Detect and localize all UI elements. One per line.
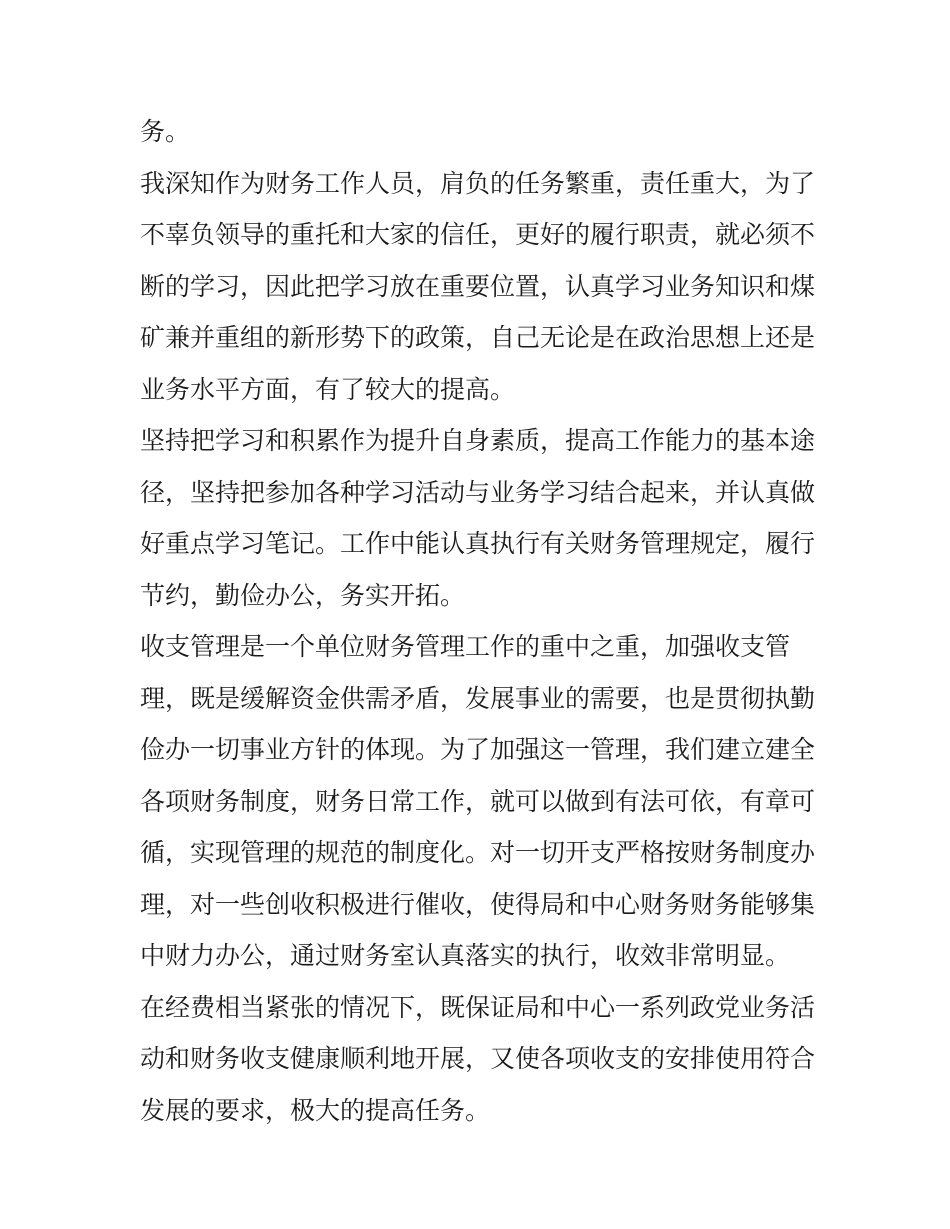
text-line: 矿兼并重组的新形势下的政策，自己无论是在政治思想上还是 <box>140 323 816 352</box>
text-line: 径，坚持把参加各种学习活动与业务学习结合起来，并认真做 <box>140 477 816 507</box>
text-line: 断的学习，因此把学习放在重要位置，认真学习业务知识和煤 <box>140 271 816 301</box>
text-line: 业务水平方面，有了较大的提高。 <box>140 374 516 404</box>
text-line: 俭办一切事业方针的体现。为了加强这一管理，我们建立建全 <box>140 735 816 764</box>
text-line: 我深知作为财务工作人员，肩负的任务繁重，责任重大，为了 <box>140 168 816 198</box>
text-line: 各项财务制度，财务日常工作，就可以做到有法可依，有章可 <box>140 786 816 816</box>
text-line: 理，既是缓解资金供需矛盾，发展事业的需要，也是贯彻执勤 <box>140 683 816 713</box>
text-line: 理，对一些创收积极进行催收，使得局和中心财务财务能够集 <box>140 889 816 919</box>
body-text <box>140 106 816 1136</box>
text-line: 在经费相当紧张的情况下，既保证局和中心一系列政党业务活 <box>140 992 816 1022</box>
text-line: 收支管理是一个单位财务管理工作的重中之重，加强收支管 <box>140 632 791 661</box>
text-line: 动和财务收支健康顺利地开展，又使各项收支的安排使用符合 <box>140 1044 816 1073</box>
text-line: 循，实现管理的规范的制度化。对一切开支严格按财务制度办 <box>140 838 816 867</box>
text-line: 不辜负领导的重托和大家的信任，更好的履行职责，就必须不 <box>140 220 816 249</box>
text-line: 坚持把学习和积累作为提升自身素质，提高工作能力的基本途 <box>140 426 816 455</box>
text-line: 节约，勤俭办公，务实开拓。 <box>140 580 466 610</box>
text-line: 发展的要求，极大的提高任务。 <box>140 1095 491 1125</box>
text-line: 中财力办公，通过财务室认真落实的执行，收效非常明显。 <box>140 941 791 970</box>
text-line: 好重点学习笔记。工作中能认真执行有关财务管理规定，履行 <box>140 529 816 558</box>
text-line: 务。 <box>140 117 191 146</box>
